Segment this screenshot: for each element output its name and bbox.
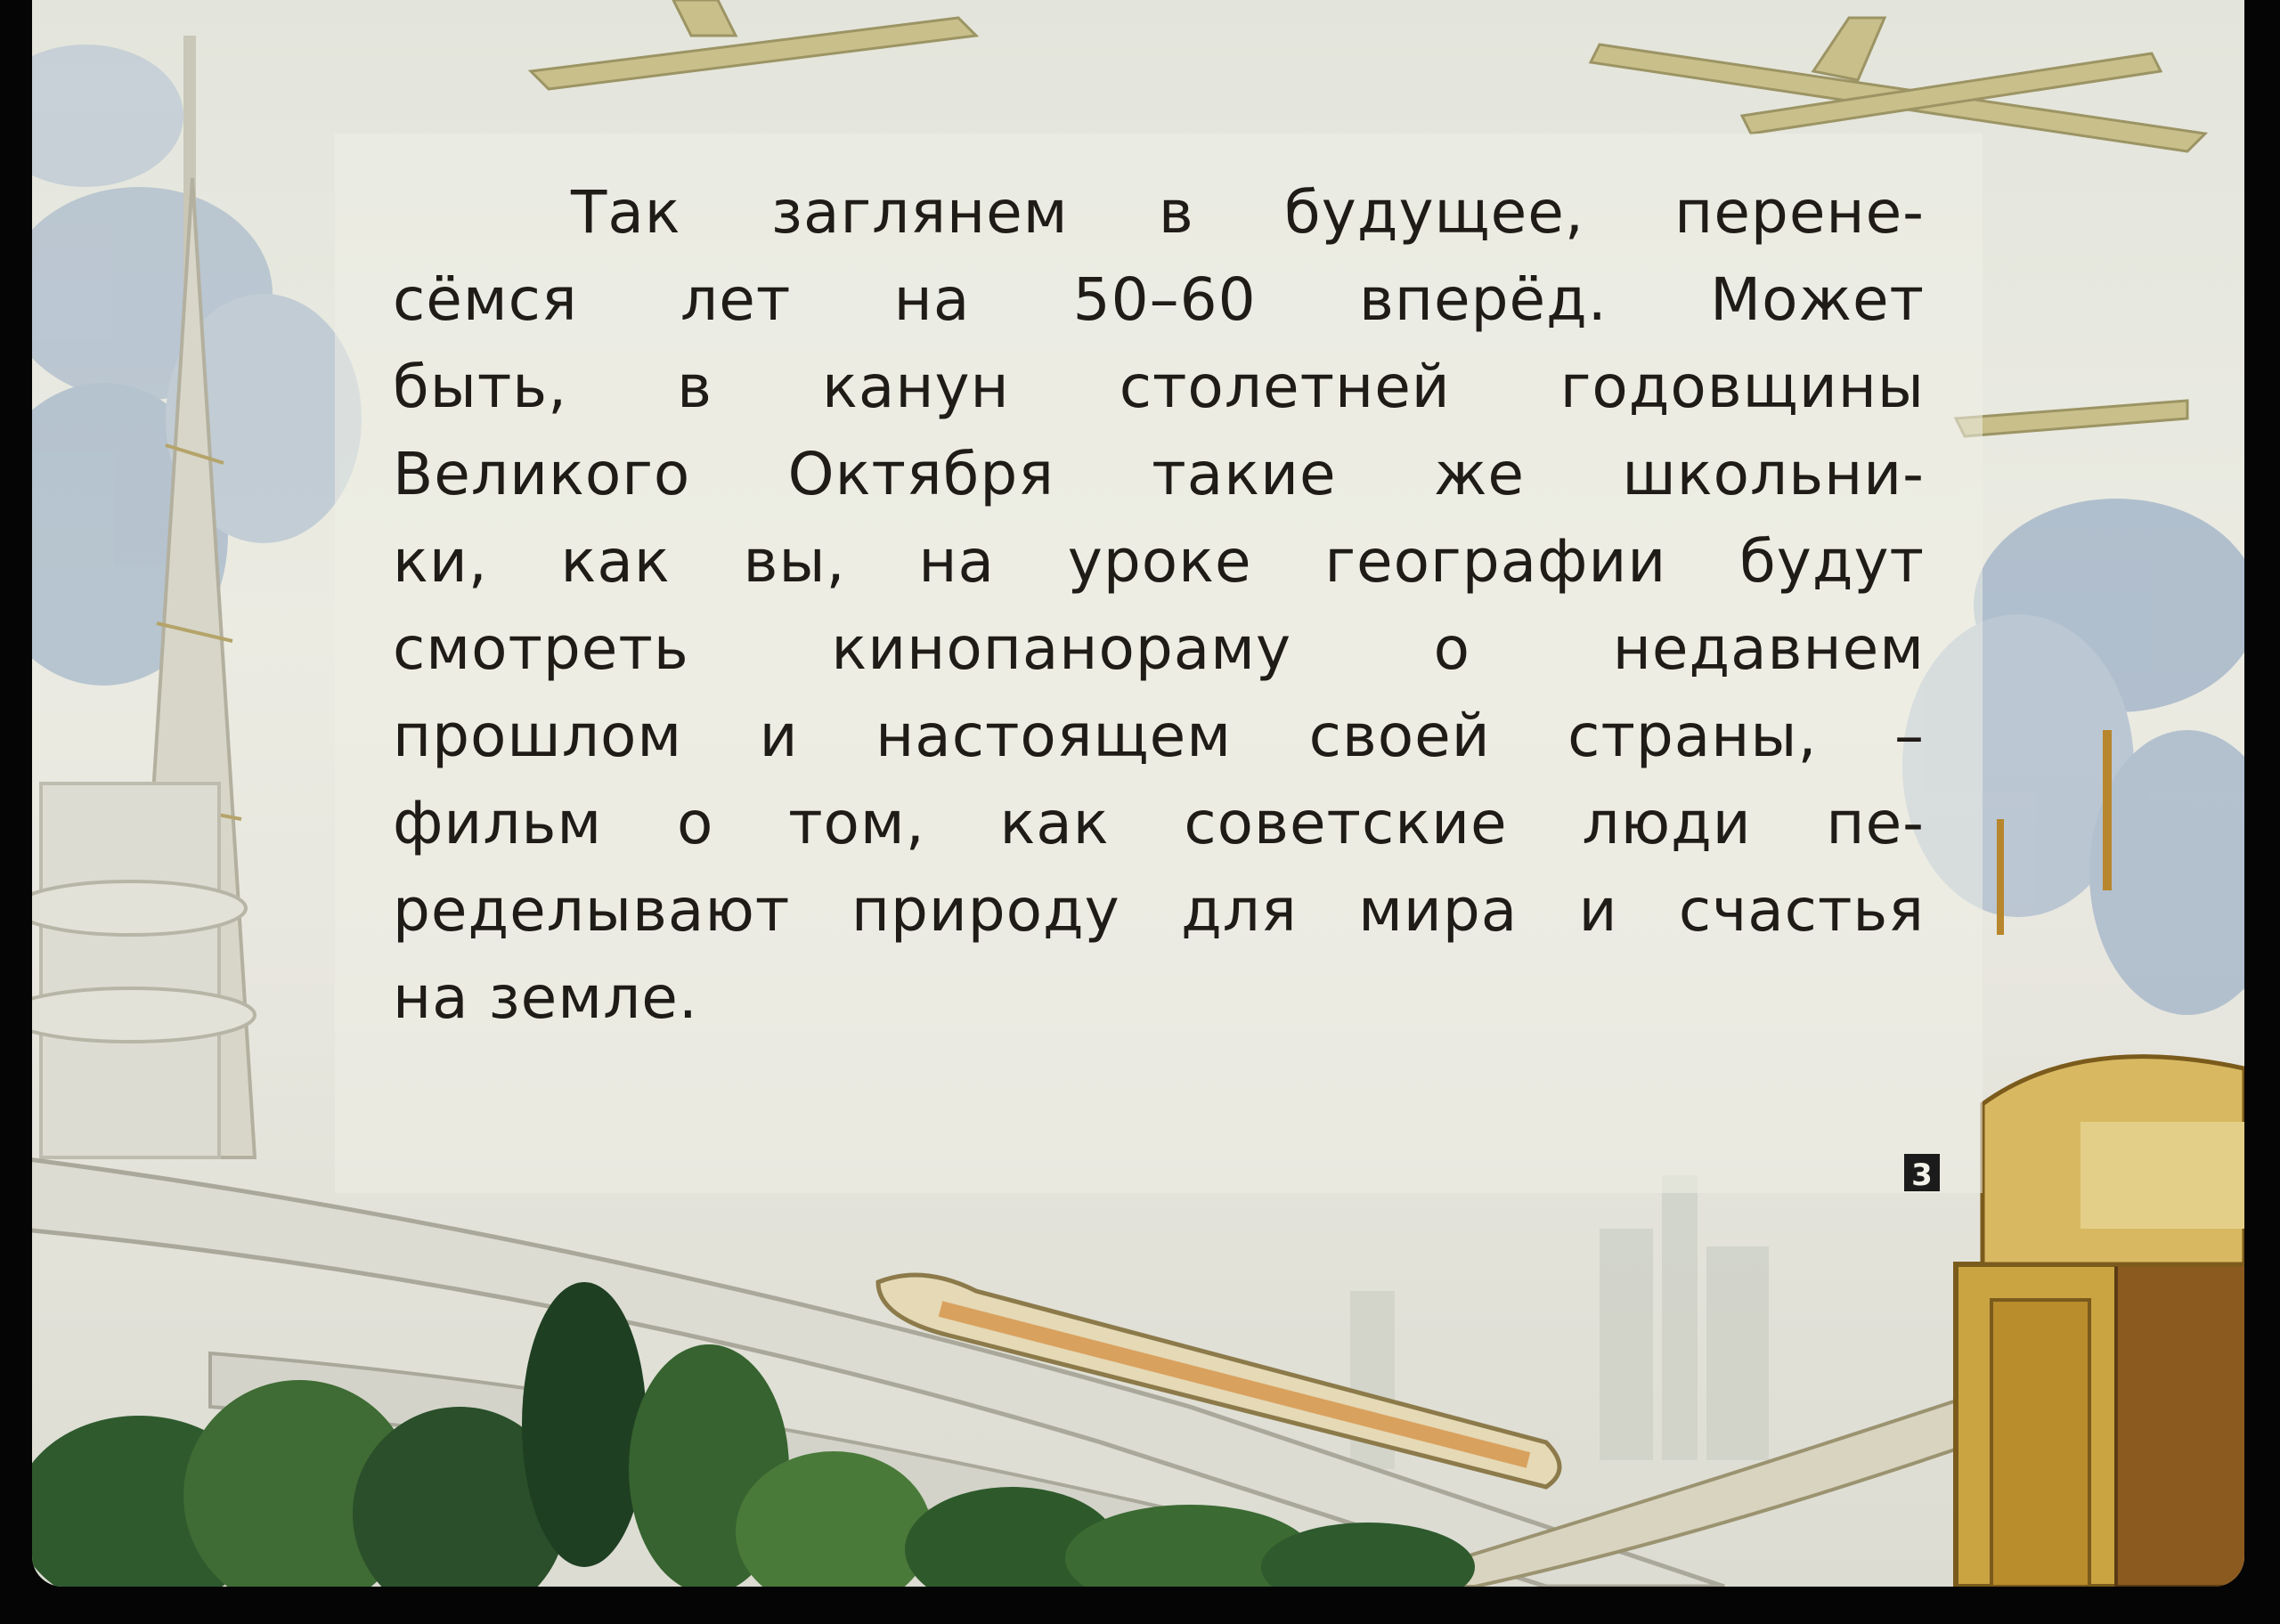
- caption-line: на земле.: [393, 963, 698, 1032]
- caption-line: смотреть кинопанораму о недавнем: [393, 614, 1925, 683]
- caption-line: быть, в канун столетней годовщины: [393, 353, 1925, 421]
- caption-line: фильм о том, как советские люди пе-: [393, 789, 1925, 857]
- caption-line: прошлом и настоящем своей страны, –: [393, 702, 1925, 770]
- caption-line: ки, как вы, на уроке географии будут: [393, 527, 1925, 596]
- caption-line: ределывают природу для мира и счастья: [393, 876, 1925, 945]
- frame-number-badge: 3: [1904, 1154, 1940, 1191]
- caption-line: Так заглянем в будущее, перене-: [571, 178, 1925, 247]
- caption-line: Великого Октября такие же школьни-: [393, 440, 1925, 508]
- caption-line: сёмся лет на 50–60 вперёд. Может: [393, 265, 1925, 334]
- slide-caption: [393, 169, 1925, 1042]
- filmstrip-slide: [32, 0, 2244, 1587]
